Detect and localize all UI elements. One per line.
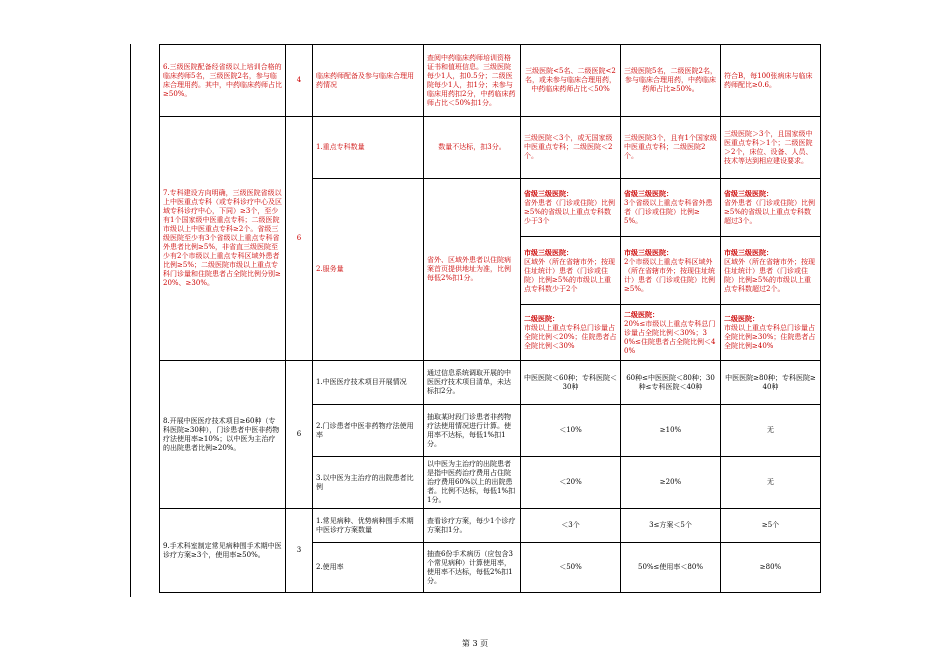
- page-left-rule: [130, 44, 131, 597]
- grade-a: 二级医院： 市级以上重点专科总门诊量占全院比例≥30%；住院患者占全院比例≥40%: [721, 305, 821, 361]
- grade-b: 3≤方案＜5个: [621, 509, 721, 543]
- grade-a: 无: [721, 405, 821, 457]
- grade-b: 三级医院5名，二级医院2名，参与临床合理用药，中药临床药师占比≥50%。: [621, 45, 721, 117]
- sub-item: 临床药师配备及参与临床合理用药情况: [313, 45, 424, 117]
- grade-b: 三级医院3个，且有1个国家级中医重点专科；二级医院2个。: [621, 117, 721, 179]
- sub-item: 1.常见病种、优势病种围手术期中医诊疗方案数量: [313, 509, 424, 543]
- page-number: 第 3 页: [461, 639, 489, 648]
- item-criteria: 8.开展中医医疗技术项目≥60种（专科医院≥30种），门诊患者中医非药物疗法使用率≥10%；以中医为主治疗的出院患者比例≥20%。: [160, 361, 286, 509]
- evaluation-table: [159, 44, 821, 593]
- scoring-method: 抽取某时段门诊患者非药物疗法使用情况进行计算。使用率不达标，每低1%扣1分。: [424, 405, 521, 457]
- grade-a: 省级三级医院： 省外患者（门诊或住院）比例≥5%的省级以上重点专科数超过3个。: [721, 179, 821, 237]
- item-score: 6: [286, 117, 313, 361]
- grade-c: 省级三级医院： 省外患者（门诊或住院）比例≥5%的省级以上重点专科数少于3个: [521, 179, 621, 237]
- scoring-method: 省外、区域外患者以住院病案首页提供地址为准，比例每低2%扣1分。: [424, 179, 521, 361]
- scoring-method: 以中医为主治疗的出院患者是指中医药治疗费用占住院治疗费用60%以上的出院患者。比例不达标，每低1%扣1分。: [424, 457, 521, 509]
- sub-item: 2.使用率: [313, 543, 424, 593]
- table-row: [160, 361, 821, 405]
- item-criteria: 7.专科建设方向明确，三级医院省级以上中医重点专科（或专科诊疗中心及区域专科诊疗中心，下同）≥3个，至少有1个国家级中医重点专科；二级医院市级以上中医重点专科≥2个。省级三级医院至少有3个省级以上重点专科省外患者比例≥5%，非省直三级医院至少有2个市级以上重点专科区域外患者比例≥5%；二级医院市级以上重点专科门诊量和住院患者占全院比例分别≥20%、≥30%。: [160, 117, 286, 361]
- grade-b: 60种≤中医医院＜80种；30种≤专科医院＜40种: [621, 361, 721, 405]
- grade-b: 50%≤使用率＜80%: [621, 543, 721, 593]
- grade-b: ≥10%: [621, 405, 721, 457]
- grade-c: 三级医院<5名、二级医院<2名，或未参与临床合理用药，中药临床药师占比＜50%: [521, 45, 621, 117]
- grade-c: ＜3个: [521, 509, 621, 543]
- grade-c: ＜50%: [521, 543, 621, 593]
- scoring-method: 抽查6份手术病历（应包含3个常见病种）计算使用率，使用率不达标，每低2%扣1分。: [424, 543, 521, 593]
- table-row: [160, 45, 821, 117]
- grade-c: ＜20%: [521, 457, 621, 509]
- scoring-method: 数量不达标，扣3分。: [424, 117, 521, 179]
- item-criteria: 9.手术科室制定常见病种围手术期中医诊疗方案≥3个，使用率≥50%。: [160, 509, 286, 593]
- grade-b: 省级三级医院： 3个省级以上重点专科省外患者（门诊或住院）比例≥5%。: [621, 179, 721, 237]
- grade-c: 中医医院＜60种；专科医院＜30种: [521, 361, 621, 405]
- grade-a: 符合B，每100张病床与临床药师配比≥0.6。: [721, 45, 821, 117]
- sub-item: 2.服务量: [313, 179, 424, 361]
- grade-a: 中医医院≥80种；专科医院≥40种: [721, 361, 821, 405]
- item-score: 3: [286, 509, 313, 593]
- scoring-method: 查阅中药临床药师培训资格证书和值班信息。三级医院每少1人，扣0.5分；二级医院每少1人，扣1分；未参与临床用药扣2分，中药临床药师占比＜50%扣1分。: [424, 45, 521, 117]
- grade-c: ＜10%: [521, 405, 621, 457]
- table-row: [160, 509, 821, 543]
- item-score: 4: [286, 45, 313, 117]
- grade-c: 市级三级医院： 区域外（所在省辖市外；按现住址统计）患者（门诊或住院）比例≥5%的市级以上重点专科数少于2个: [521, 237, 621, 305]
- sub-item: 2.门诊患者中医非药物疗法使用率: [313, 405, 424, 457]
- grade-c: 二级医院： 市级以上重点专科总门诊量占全院比例＜20%；住院患者占全院比例＜30%: [521, 305, 621, 361]
- sub-item: 1.重点专科数量: [313, 117, 424, 179]
- grade-c: 三级医院＜3个，或无国家级中医重点专科；二级医院＜2个。: [521, 117, 621, 179]
- scoring-method: 查看诊疗方案，每少1个诊疗方案扣1分。: [424, 509, 521, 543]
- grade-a: 市级三级医院： 区域外（所在省辖市外；按现住址统计）患者（门诊或住院）比例≥5%的市级以上重点专科数超过2个。: [721, 237, 821, 305]
- grade-b: ≥20%: [621, 457, 721, 509]
- sub-item: 3.以中医为主治疗的出院患者比例: [313, 457, 424, 509]
- item-criteria: 6.三级医院配备经省级以上培训合格的临床药师5名，三级医院2名，参与临床合理用药。其中，中药临床药师占比≥50%。: [160, 45, 286, 117]
- scoring-method: 通过信息系统调取开展的中医医疗技术项目清单，未达标扣2分。: [424, 361, 521, 405]
- grade-a: ≥5个: [721, 509, 821, 543]
- grade-a: 三级医院＞3个，且国家级中医重点专科＞1个；二级医院＞2个，床位、设备、人员、技术等达到相应建设要求。: [721, 117, 821, 179]
- grade-b: 二级医院： 20%≤市级以上重点专科总门诊量占全院比例＜30%；30%≤住院患者占全院比例＜40%: [621, 305, 721, 361]
- grade-b: 市级三级医院： 2个市级以上重点专科区域外（所在省辖市外；按现住址统计）患者（门诊或住院）比例≥5%。: [621, 237, 721, 305]
- grade-a: 无: [721, 457, 821, 509]
- item-score: 6: [286, 361, 313, 509]
- table-row: [160, 117, 821, 179]
- sub-item: 1.中医医疗技术项目开展情况: [313, 361, 424, 405]
- grade-a: ≥80%: [721, 543, 821, 593]
